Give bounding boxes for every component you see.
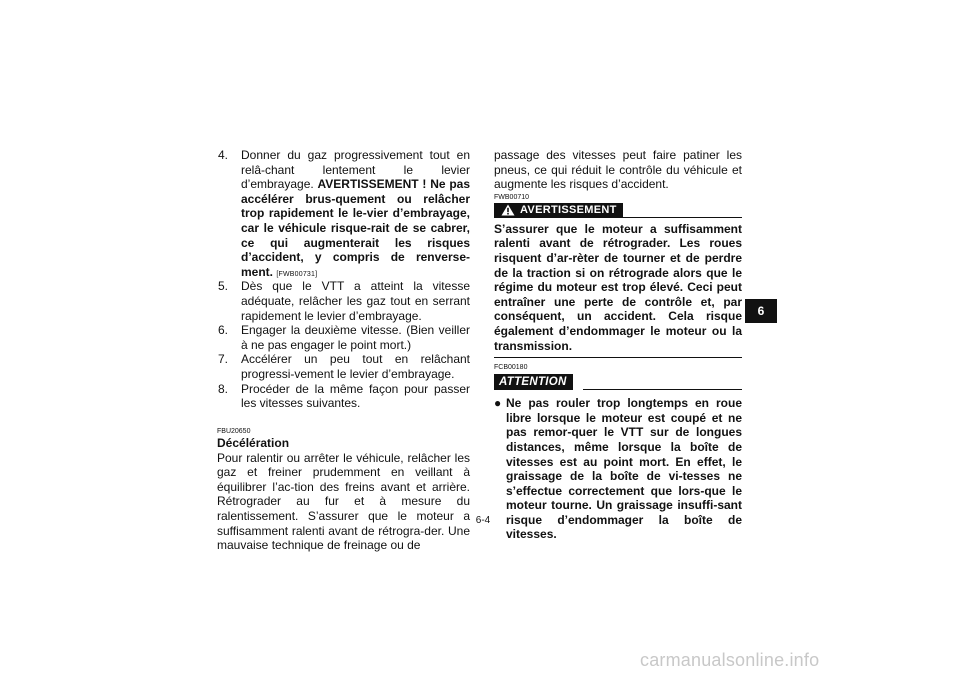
step-number: 8. (218, 381, 229, 396)
warning-end-rule (494, 357, 742, 358)
step-text: Dès que le VTT a atteint la vitesse adéquate, relâcher les gaz tout en serrant rapidement le levier d’embrayage. (241, 279, 470, 323)
section-paragraph: Pour ralentir ou arrêter le véhicule, relâcher les gaz et freiner prudemment en veillant à équilibrer l’ac-tion des freins avant et arrière. Rétrograder au fur et à mesure du ralentissement. S’assurer que le moteur a suffisamment ralenti avant de rétrogra-der. Une mauvaise technique de freinage ou de (217, 450, 470, 553)
warning-code: FWB00710 (494, 193, 530, 201)
warning-code: [FWB00731] (276, 270, 318, 278)
section-heading: Décélération (217, 435, 290, 450)
step-8 (217, 382, 470, 411)
step-text: Procéder de la même façon pour passer les vitesses suivantes. (241, 381, 470, 411)
right-column (494, 148, 742, 542)
step-number: 5. (218, 279, 229, 294)
step-warning: AVERTISSEMENT ! Ne pas accélérer brus-quement ou relâcher trop rapidement le le-vier d’embrayage, car le véhicule risque-rait de se cabrer, ce qui augmenterait les risques d’accident, y compris de renverse-ment. (241, 177, 470, 279)
watermark: carmanualsonline.info (640, 650, 820, 670)
warning-label: AVERTISSEMENT (520, 203, 617, 216)
step-number: 7. (218, 352, 229, 367)
step-text: Engager la deuxième vitesse. (Bien veiller à ne pas engager le point mort.) (241, 323, 470, 352)
step-text: Donner du gaz progressivement tout en relâ-chant lentement le levier d’embrayage. (241, 148, 470, 192)
section-code: FBU20650 (217, 427, 251, 435)
attention-item (494, 396, 742, 542)
bullet-icon: ● (494, 396, 502, 411)
attention-rule (583, 375, 742, 390)
continued-paragraph: passage des vitesses peut faire patiner les pneus, ce qui réduit le contrôle du véhicule et augmente les risques d’accident. (494, 148, 742, 192)
warning-badge (494, 203, 623, 218)
warning-text: S’assurer que le moteur a suffisamment ralenti avant de rétrograder. Les roues risquent d’ar-rèter de tourner et de perdre de la traction si on rétrograde alors que le régime du moteur est trop élevé. Ceci peut entraîner une perte de contrôle et, par conséquent, un accident. Cela risque également d’endommager le moteur ou la transmission. (494, 221, 742, 353)
left-column (217, 148, 470, 553)
step-4 (217, 148, 470, 279)
step-7 (217, 352, 470, 381)
step-5 (217, 279, 470, 323)
warning-triangle-icon (501, 204, 515, 216)
step-number: 4. (218, 148, 229, 162)
attention-text: Ne pas rouler trop longtemps en roue libre lorsque le moteur est coupé et ne pas remor-quer le VTT sur de longues distances, même lorsque la boîte de vitesses est au point mort. En effet, le graissage de la boîte de vi-tesses ne s’effectue correctement que lors-que le moteur tourne. Un graissage insuffi-sant risque d’endommager la boîte de vitesses. (506, 396, 742, 542)
step-text: Accélérer un peu tout en relâchant progressi-vement le levier d’embrayage. (241, 352, 470, 381)
attention-code: FCB00180 (494, 364, 528, 372)
chapter-tab: 6 (745, 299, 777, 323)
attention-header (494, 372, 742, 390)
attention-badge: ATTENTION (494, 374, 573, 390)
step-number: 6. (218, 323, 229, 338)
warning-rule (623, 203, 742, 218)
step-6 (217, 323, 470, 352)
page-number: 6-4 (475, 515, 491, 526)
warning-header (494, 202, 742, 219)
